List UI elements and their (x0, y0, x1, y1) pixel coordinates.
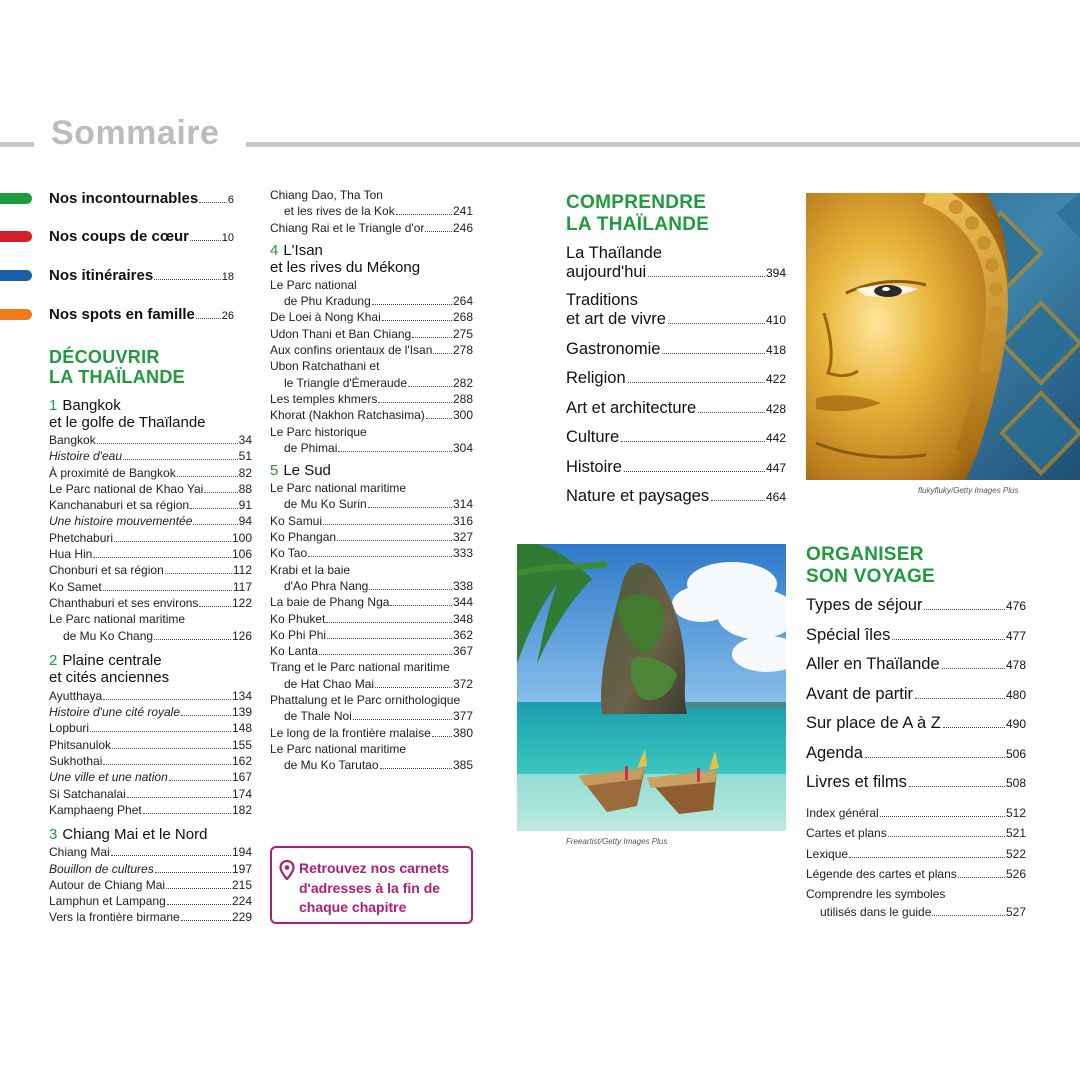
toc-entry[interactable]: Avant de partir 480 (806, 684, 1026, 703)
toc-entry[interactable]: Lamphun et Lampang 224 (49, 894, 252, 909)
buddha-image (806, 193, 1080, 480)
intro-item-label: Nos coups de cœur 10 (49, 228, 234, 246)
intro-item[interactable] (0, 227, 245, 247)
island-photo-credit: Freeartist/Getty Images Plus (566, 837, 668, 846)
toc-entry[interactable]: de Thale Noi 377 (284, 709, 473, 724)
decouvrir-heading: DÉCOUVRIR LA THAÏLANDE (49, 347, 185, 387)
title-rule-right (246, 142, 1080, 147)
color-tab-marker (0, 309, 32, 320)
toc-entry-line1[interactable]: La Thaïlande (566, 244, 663, 262)
chapter-5-title: 5 Le Sud (270, 462, 331, 480)
toc-entry[interactable]: Vers la frontière birmane 229 (49, 910, 252, 925)
color-tab-marker (0, 193, 32, 204)
toc-entry[interactable]: Le long de la frontière malaise 380 (270, 725, 473, 740)
toc-entry[interactable]: Kanchanaburi et sa région 91 (49, 498, 252, 513)
chapter-3-entries (49, 844, 252, 925)
toc-entry[interactable]: La baie de Phang Nga 344 (270, 595, 473, 610)
toc-entry-line1[interactable]: Le Parc historique (270, 424, 367, 439)
toc-entry[interactable]: utilisés dans le guide 527 (820, 905, 1026, 920)
toc-entry[interactable]: d'Ao Phra Nang 338 (284, 578, 473, 593)
toc-entry-line1[interactable]: Le Parc national maritime (270, 741, 407, 756)
intro-item[interactable] (0, 304, 245, 324)
chapter-3-title: 3 Chiang Mai et le Nord (49, 826, 208, 844)
intro-item-label: Nos spots en famille 26 (49, 305, 234, 323)
toc-entry[interactable]: Ko Samui 316 (270, 513, 473, 528)
map-pin-icon (279, 860, 295, 880)
toc-entry[interactable]: Phitsanulok 155 (49, 737, 252, 752)
toc-entry[interactable]: Hua Hin 106 (49, 547, 252, 562)
toc-entry[interactable]: le Triangle d'Émeraude 282 (284, 375, 473, 390)
toc-entry[interactable]: Histoire d'eau 51 (49, 449, 252, 464)
toc-entry[interactable]: Khorat (Nakhon Ratchasima) 300 (270, 408, 473, 423)
chapter-2-entries (49, 688, 252, 818)
intro-item-label: Nos itinéraires 18 (49, 266, 234, 284)
chapter-1-entries (49, 432, 252, 611)
toc-entry[interactable]: Si Satchanalai 174 (49, 786, 252, 801)
address-callout (270, 846, 473, 924)
toc-entry[interactable]: Spécial îles 477 (806, 625, 1026, 644)
toc-entry[interactable]: Ko Samet 117 (49, 579, 252, 594)
toc-entry[interactable]: Autour de Chiang Mai 215 (49, 877, 252, 892)
toc-entry-line1[interactable]: Chiang Dao, Tha Ton (270, 188, 383, 202)
toc-entry[interactable]: Ko Phi Phi 362 (270, 627, 473, 642)
buddha-photo (806, 193, 1080, 480)
toc-entry-line1[interactable]: Phattalung et le Parc ornithologique (270, 693, 461, 708)
toc-entry[interactable]: de Phimai 304 (284, 440, 473, 455)
toc-entry[interactable]: de Mu Ko Tarutao 385 (284, 758, 473, 773)
toc-entry[interactable]: Ko Phangan 327 (270, 530, 473, 545)
toc-entry[interactable]: Ko Tao 333 (270, 546, 473, 561)
toc-entry[interactable]: Religion 422 (566, 369, 786, 387)
title-rule-left (0, 142, 34, 147)
toc-entry[interactable]: Ko Lanta 367 (270, 644, 473, 659)
toc-entry-line1[interactable]: Krabi et la baie (270, 562, 351, 577)
toc-entry-line1[interactable]: Ubon Ratchathani et (270, 359, 380, 374)
toc-entry[interactable]: Agenda 506 (806, 743, 1026, 762)
chapter-2-title: 2 Plaine centrale et cités anciennes (49, 651, 170, 686)
page-title: Sommaire (51, 114, 220, 152)
intro-item-label: Nos incontournables 6 (49, 189, 234, 207)
toc-entry[interactable]: Lopburi 148 (49, 721, 252, 736)
toc-entry[interactable]: Chiang Rai et le Triangle d'or 246 (270, 220, 473, 235)
toc-entry[interactable]: Une histoire mouvementée 94 (49, 514, 252, 529)
intro-item[interactable] (0, 265, 245, 285)
toc-entry[interactable]: Lexique 522 (806, 846, 1026, 861)
toc-entry[interactable]: Bangkok 34 (49, 433, 252, 447)
toc-entry[interactable]: De Loei à Nong Khai 268 (270, 310, 473, 325)
color-tab-marker (0, 231, 32, 242)
toc-entry[interactable]: Types de séjour 476 (806, 596, 1026, 614)
toc-entry[interactable]: Phetchaburi 100 (49, 530, 252, 545)
toc-entry[interactable]: Aller en Thaïlande 478 (806, 655, 1026, 673)
toc-entry[interactable]: aujourd'hui 394 (566, 263, 786, 281)
toc-entry[interactable]: Une ville et une nation 167 (49, 770, 252, 785)
toc-entry[interactable]: et art de vivre 410 (566, 310, 786, 328)
toc-entry[interactable]: Ko Phuket 348 (270, 611, 473, 626)
chapter-1-title: 1 Bangkok et le golfe de Thaïlande (49, 397, 206, 431)
toc-entry[interactable]: Chonburi et sa région 112 (49, 563, 252, 578)
toc-entry-line1[interactable]: Traditions (566, 291, 638, 309)
toc-entry[interactable]: de Mu Ko Surin 314 (284, 497, 473, 512)
chapter-4-title: 4 L'Isan et les rives du Mékong (270, 241, 421, 276)
comprendre-column (566, 192, 786, 507)
toc-entry[interactable]: Udon Thani et Ban Chiang 275 (270, 326, 473, 341)
callout-text: Retrouvez nos carnets d'adresses à la fin de chaque chapitre (299, 860, 450, 915)
toc-entry[interactable]: Ayutthaya 134 (49, 688, 252, 703)
toc-entry-line1[interactable]: Trang et le Parc national maritime (270, 660, 450, 675)
intro-item[interactable] (0, 188, 245, 208)
toc-entry[interactable]: Chiang Mai 194 (49, 845, 252, 860)
decouvrir-column (49, 347, 252, 926)
toc-entry[interactable]: Kamphaeng Phet 182 (49, 802, 252, 817)
island-image (517, 544, 786, 831)
toc-entry[interactable]: de Hat Chao Mai 372 (284, 676, 473, 691)
toc-entry[interactable]: Bouillon de cultures 197 (49, 861, 252, 876)
toc-entry[interactable]: Sur place de A à Z 490 (806, 714, 1026, 732)
toc-entry-line1[interactable]: Le Parc national maritime (49, 612, 186, 627)
toc-entry[interactable]: Art et architecture 428 (566, 398, 786, 417)
color-tab-marker (0, 270, 32, 281)
toc-entry[interactable]: Culture 442 (566, 428, 786, 446)
toc-entry[interactable]: Cartes et plans 521 (806, 826, 1026, 841)
toc-entry[interactable]: Histoire d'une cité royale 139 (49, 705, 252, 720)
toc-entry[interactable]: Aux confins orientaux de l'Isan 278 (270, 343, 473, 358)
toc-entry-line1[interactable]: Le Parc national (270, 277, 357, 292)
toc-entry[interactable]: Histoire 447 (566, 457, 786, 476)
toc-entry[interactable]: Chanthaburi et ses environs 122 (49, 595, 252, 610)
toc-entry-line1[interactable]: Le Parc national maritime (270, 481, 407, 496)
buddha-photo-credit: flukyfluky/Getty Images Plus (918, 486, 1019, 495)
organiser-heading: ORGANISER SON VOYAGE (806, 544, 936, 587)
toc-entry[interactable]: et les rives de la Kok 241 (284, 204, 473, 219)
toc-entry[interactable]: Livres et films 508 (806, 773, 1026, 791)
island-photo (517, 544, 786, 831)
toc-entry[interactable]: Sukhothai 162 (49, 754, 252, 769)
toc-entry[interactable]: Le Parc national de Khao Yai 88 (49, 481, 252, 496)
toc-entry[interactable]: Gastronomie 418 (566, 339, 786, 358)
toc-entry[interactable]: de Mu Ko Chang 126 (63, 628, 252, 643)
toc-entry-line1[interactable]: Comprendre les symboles (806, 887, 946, 902)
toc-entry[interactable]: Les temples khmers 288 (270, 391, 473, 406)
comprendre-heading: COMPRENDRE LA THAÏLANDE (566, 192, 710, 235)
organiser-column (806, 544, 1026, 920)
toc-entry[interactable]: Index général 512 (806, 806, 1026, 820)
intro-list (0, 188, 245, 328)
toc-entry[interactable]: de Phu Kradung 264 (284, 294, 473, 309)
toc-entry[interactable]: Légende des cartes et plans 526 (806, 866, 1026, 881)
toc-entry[interactable]: À proximité de Bangkok 82 (49, 465, 252, 480)
toc-entry[interactable]: Nature et paysages 464 (566, 487, 786, 505)
toc-column-2 (270, 187, 473, 774)
